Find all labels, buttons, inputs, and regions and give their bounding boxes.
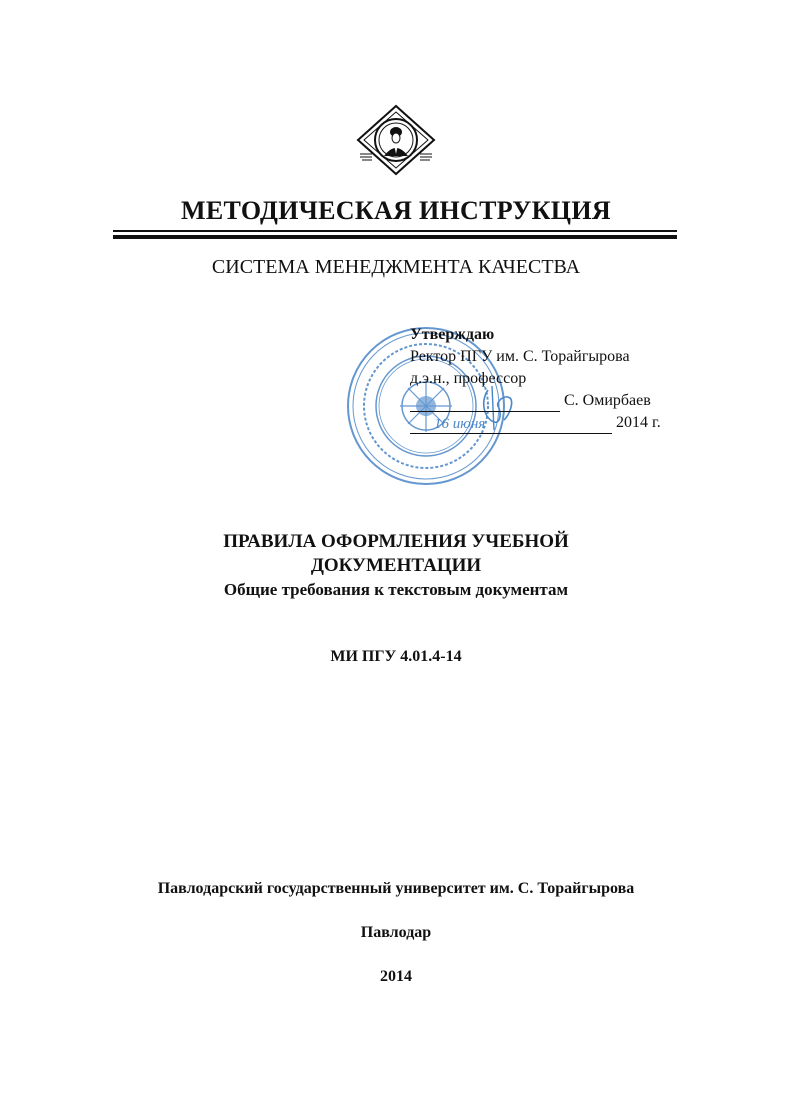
publication-year: 2014 [380, 968, 412, 985]
approval-title: Утверждаю [410, 326, 495, 343]
document-code: МИ ПГУ 4.01.4-14 [330, 648, 462, 665]
title-line-1: ПРАВИЛА ОФОРМЛЕНИЯ УЧЕБНОЙ [223, 531, 569, 552]
university-name: Павлодарский государственный университет им. С. Торайгырова [157, 880, 635, 897]
title-line-2: ДОКУМЕНТАЦИИ [310, 555, 482, 576]
signature-line [410, 390, 680, 412]
handwritten-date: 16 июня [434, 416, 486, 432]
approval-year: 2014 г. [616, 414, 661, 431]
approval-position: Ректор ПГУ им. С. Торайгырова [410, 348, 630, 365]
document-subtitle: Общие требования к текстовым документам [223, 580, 569, 599]
signer-name: С. Омирбаев [564, 392, 651, 409]
heading-rule-thin [113, 230, 677, 232]
heading-rule-thick [113, 235, 677, 239]
document-type-heading: МЕТОДИЧЕСКАЯ ИНСТРУКЦИЯ [181, 196, 611, 225]
university-emblem-icon [354, 104, 438, 176]
city-name: Павлодар [360, 924, 432, 941]
date-line [410, 412, 680, 434]
approval-degree: д.э.н., профессор [410, 370, 527, 387]
approval-block [410, 324, 680, 434]
document-title [0, 530, 792, 578]
date-blank [410, 416, 612, 434]
system-name: СИСТЕМА МЕНЕДЖМЕНТА КАЧЕСТВА [211, 256, 581, 278]
signature-blank [410, 397, 560, 412]
